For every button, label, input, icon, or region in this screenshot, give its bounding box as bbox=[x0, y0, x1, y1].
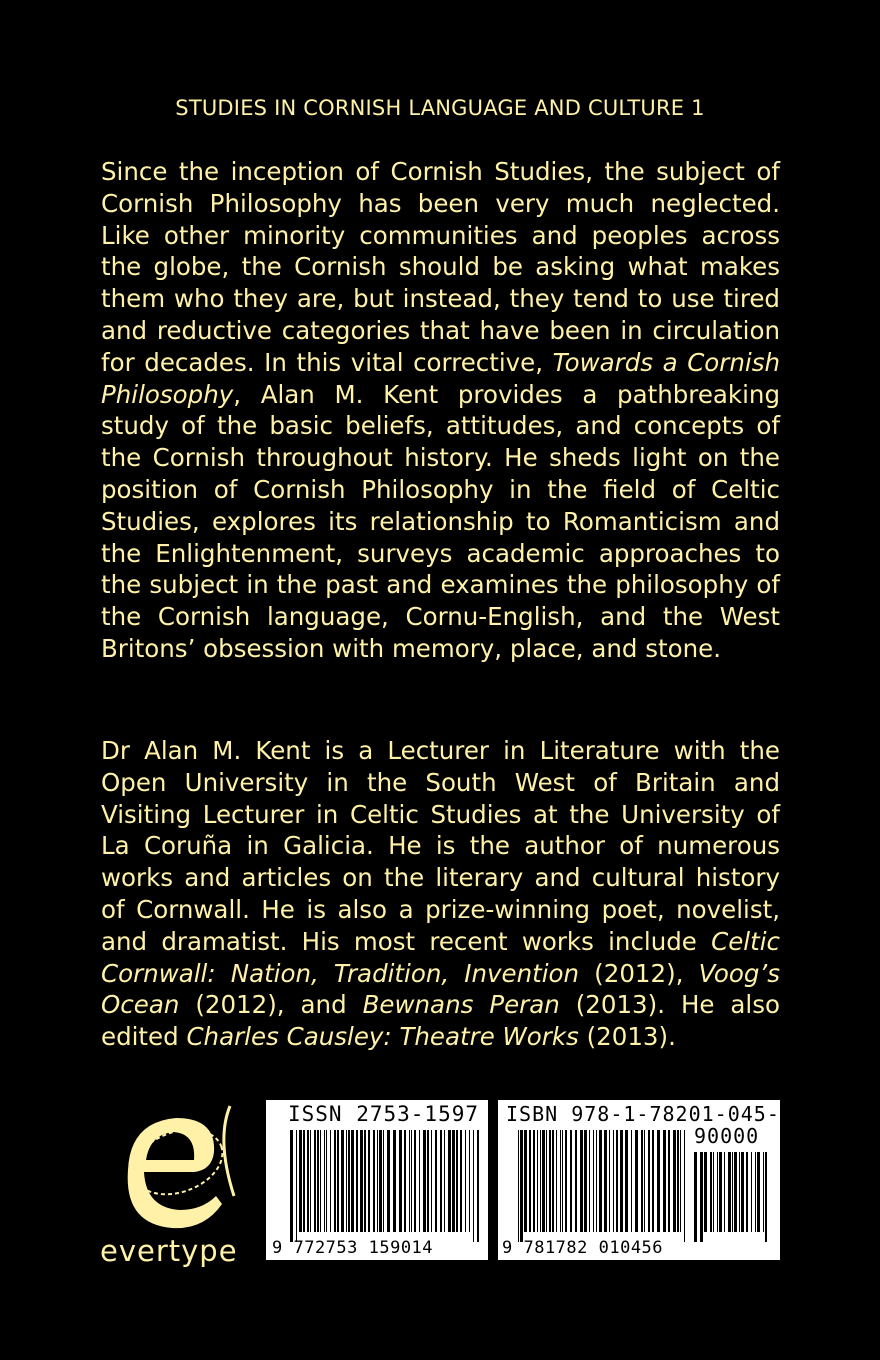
barcode-bar bbox=[524, 1130, 527, 1232]
description-text-2: , Alan M. Kent provides a pathbreaking study of the basic beliefs, attitudes, and concepts of the Cornish throughout history. He sheds light on the position of Cornish Philosophy in the field of Celtic Studies, explores its relationship to Romanticism and the Enlightenment, surveys academic approaches to the subject in the past and examines the philosophy of the Cornish language, Cornu-English, and the West Britons’ obsession with memory, place, and stone. bbox=[101, 379, 780, 663]
barcode-bar bbox=[320, 1130, 321, 1232]
barcode-bar bbox=[419, 1130, 420, 1232]
barcode-bar bbox=[435, 1130, 437, 1232]
work-year-2: (2012), and bbox=[179, 990, 363, 1020]
barcode-bar bbox=[700, 1152, 703, 1242]
issn-barcode bbox=[266, 1100, 488, 1260]
barcode-bar bbox=[604, 1130, 607, 1232]
barcode-bar bbox=[613, 1130, 614, 1232]
barcode-bar bbox=[290, 1130, 293, 1242]
barcode-bar bbox=[518, 1130, 519, 1242]
barcode-bar bbox=[360, 1130, 363, 1232]
issn-barcode-bars bbox=[290, 1130, 480, 1242]
barcode-bar bbox=[724, 1152, 725, 1232]
barcode-bar bbox=[631, 1130, 632, 1232]
barcode-bar bbox=[635, 1130, 638, 1232]
work-year-3: (2013). He also edited bbox=[101, 990, 780, 1052]
barcode-bar bbox=[314, 1130, 316, 1232]
barcode-bar bbox=[741, 1152, 744, 1232]
work-title-3: Bewnans Peran bbox=[362, 990, 560, 1020]
barcode-bar bbox=[765, 1152, 767, 1242]
barcode-bar bbox=[584, 1130, 587, 1232]
barcode-bar bbox=[399, 1130, 402, 1232]
barcode-bar bbox=[379, 1130, 382, 1232]
barcode-bar bbox=[704, 1152, 707, 1232]
barcode-bar bbox=[710, 1152, 712, 1232]
barcode-bar bbox=[303, 1130, 305, 1232]
barcode-bar bbox=[431, 1130, 432, 1232]
barcode-bar bbox=[680, 1130, 681, 1232]
barcode-bar bbox=[299, 1130, 302, 1232]
bio-text-1: Dr Alan M. Kent is a Lecturer in Literature with the Open University in the South West of Britain and Visiting Lecturer in Celtic Studies at the University of La Coruña in Galicia. He is the author of numerous works and articles on the literary and cultural history of Cornwall. He is also a prize-winning poet, novelist, and dramatist. His most recent works include bbox=[101, 736, 780, 956]
work-title-4: Charles Causley: Theatre Works bbox=[186, 1022, 579, 1052]
barcode-bar bbox=[351, 1130, 354, 1232]
barcode-bar bbox=[529, 1130, 531, 1232]
barcode-bar bbox=[673, 1130, 676, 1232]
barcode-bar bbox=[537, 1130, 538, 1232]
barcode-bar bbox=[346, 1130, 347, 1232]
barcode-bar bbox=[296, 1130, 297, 1242]
barcode-bar bbox=[368, 1130, 370, 1232]
barcode-bar bbox=[324, 1130, 325, 1232]
barcode-bar bbox=[755, 1152, 756, 1232]
description-text-1: Since the inception of Cornish Studies, the subject of Cornish Philosophy has been very much neglected. Like other minority communities and peoples across the globe, the Cornish should be asking what makes them who they are, but instead, they tend to use tired and reductive categories that have been in circulation for decades. In this vital corrective, bbox=[101, 157, 780, 377]
barcode-bar bbox=[383, 1130, 384, 1232]
barcode-bar bbox=[404, 1130, 406, 1232]
barcode-bar bbox=[540, 1130, 541, 1232]
isbn-label: ISBN 978-1-78201-045-6 bbox=[506, 1102, 793, 1126]
barcode-bar bbox=[552, 1130, 554, 1232]
barcode-bar bbox=[387, 1130, 390, 1232]
barcode-bar bbox=[307, 1130, 309, 1232]
barcode-bar bbox=[334, 1130, 336, 1232]
barcode-bar bbox=[546, 1130, 547, 1232]
barcode-bar bbox=[657, 1130, 660, 1232]
barcode-bar bbox=[565, 1130, 567, 1232]
barcode-bar bbox=[644, 1130, 645, 1232]
barcode-bar bbox=[757, 1152, 760, 1232]
barcode-bar bbox=[625, 1130, 628, 1232]
issn-label: ISSN 2753-1597 bbox=[288, 1102, 480, 1126]
barcode-bar bbox=[317, 1130, 319, 1232]
barcode-bar bbox=[652, 1130, 654, 1232]
barcode-bar bbox=[520, 1130, 523, 1242]
barcode-bar bbox=[589, 1130, 590, 1232]
issn-digits: 9 772753 159014 bbox=[272, 1238, 434, 1258]
barcode-bar bbox=[694, 1152, 697, 1242]
barcode-bar bbox=[377, 1130, 378, 1232]
barcode-bar bbox=[739, 1152, 740, 1232]
barcode-bar bbox=[713, 1152, 714, 1232]
barcode-bar bbox=[717, 1152, 718, 1232]
isbn-barcode-bars bbox=[518, 1130, 688, 1242]
barcode-bar bbox=[373, 1130, 375, 1232]
barcode-bar bbox=[448, 1130, 451, 1232]
barcode-bar bbox=[648, 1130, 650, 1232]
isbn-addon-bars bbox=[694, 1152, 772, 1242]
barcode-bar bbox=[641, 1130, 643, 1232]
barcode-bar bbox=[562, 1130, 563, 1232]
isbn-digits: 9 781782 010456 bbox=[502, 1238, 664, 1258]
work-title-2: Voog’s Ocean bbox=[101, 958, 780, 1020]
barcode-bar bbox=[473, 1130, 474, 1242]
barcode-bar bbox=[599, 1130, 602, 1232]
barcode-bar bbox=[427, 1130, 429, 1232]
author-bio bbox=[101, 735, 780, 1053]
barcode-bar bbox=[596, 1130, 597, 1232]
barcode-bar bbox=[556, 1130, 557, 1232]
barcode-bar bbox=[310, 1130, 311, 1232]
barcode-bar bbox=[609, 1130, 610, 1232]
barcode-bar bbox=[414, 1130, 416, 1232]
work-year-4: (2013). bbox=[578, 1022, 676, 1052]
barcode-bar bbox=[393, 1130, 396, 1232]
series-title: STUDIES IN CORNISH LANGUAGE AND CULTURE 1 bbox=[175, 96, 705, 120]
barcode-bar bbox=[440, 1130, 442, 1232]
book-title: Towards a Cornish Philosophy bbox=[101, 347, 780, 409]
barcode-bar bbox=[663, 1130, 666, 1232]
book-description bbox=[101, 156, 780, 665]
barcode-bar bbox=[732, 1152, 733, 1232]
barcode-bar bbox=[570, 1130, 572, 1232]
publisher-logo bbox=[98, 1100, 258, 1270]
barcode-bar bbox=[533, 1130, 535, 1232]
barcode-bar bbox=[409, 1130, 410, 1232]
barcode-bar bbox=[469, 1130, 470, 1232]
barcode-bar bbox=[423, 1130, 426, 1232]
barcode-bar bbox=[560, 1130, 561, 1232]
barcode-bar bbox=[364, 1130, 366, 1232]
barcode-bar bbox=[677, 1130, 679, 1232]
barcode-bar bbox=[746, 1152, 748, 1232]
barcode-bar bbox=[620, 1130, 623, 1232]
barcode-bar bbox=[549, 1130, 551, 1232]
barcode-bar bbox=[668, 1130, 670, 1232]
publisher-name: evertype bbox=[100, 1234, 238, 1268]
barcode-bar bbox=[341, 1130, 344, 1232]
barcode-bar bbox=[580, 1130, 583, 1232]
work-title-1: Celtic Cornwall: Nation, Tradition, Invention bbox=[101, 926, 780, 988]
barcode-bar bbox=[444, 1130, 445, 1232]
barcode-bar bbox=[477, 1130, 479, 1242]
barcode-bar bbox=[348, 1130, 350, 1232]
barcode-bar bbox=[337, 1130, 339, 1232]
barcode-bar bbox=[542, 1130, 545, 1232]
barcode-bar bbox=[751, 1152, 752, 1232]
isbn-addon-digits: 90000 bbox=[694, 1124, 760, 1148]
barcode-bar bbox=[763, 1152, 764, 1232]
barcode-bar bbox=[616, 1130, 618, 1232]
barcode-bar bbox=[330, 1130, 331, 1232]
barcode-bar bbox=[593, 1130, 594, 1232]
barcode-bar bbox=[326, 1130, 327, 1232]
barcode-bar bbox=[734, 1152, 737, 1232]
barcode-bar bbox=[465, 1130, 466, 1232]
barcode-bar bbox=[456, 1130, 458, 1232]
barcode-bar bbox=[356, 1130, 358, 1232]
work-year-1: (2012), bbox=[579, 958, 699, 988]
barcode-bar bbox=[719, 1152, 722, 1232]
barcode-bar bbox=[684, 1130, 685, 1242]
barcode-bar bbox=[575, 1130, 577, 1232]
barcode-bar bbox=[460, 1130, 462, 1232]
isbn-barcode bbox=[498, 1100, 793, 1260]
barcode-bar bbox=[728, 1152, 731, 1232]
barcode-bar bbox=[411, 1130, 412, 1232]
barcode-bar bbox=[452, 1130, 455, 1232]
